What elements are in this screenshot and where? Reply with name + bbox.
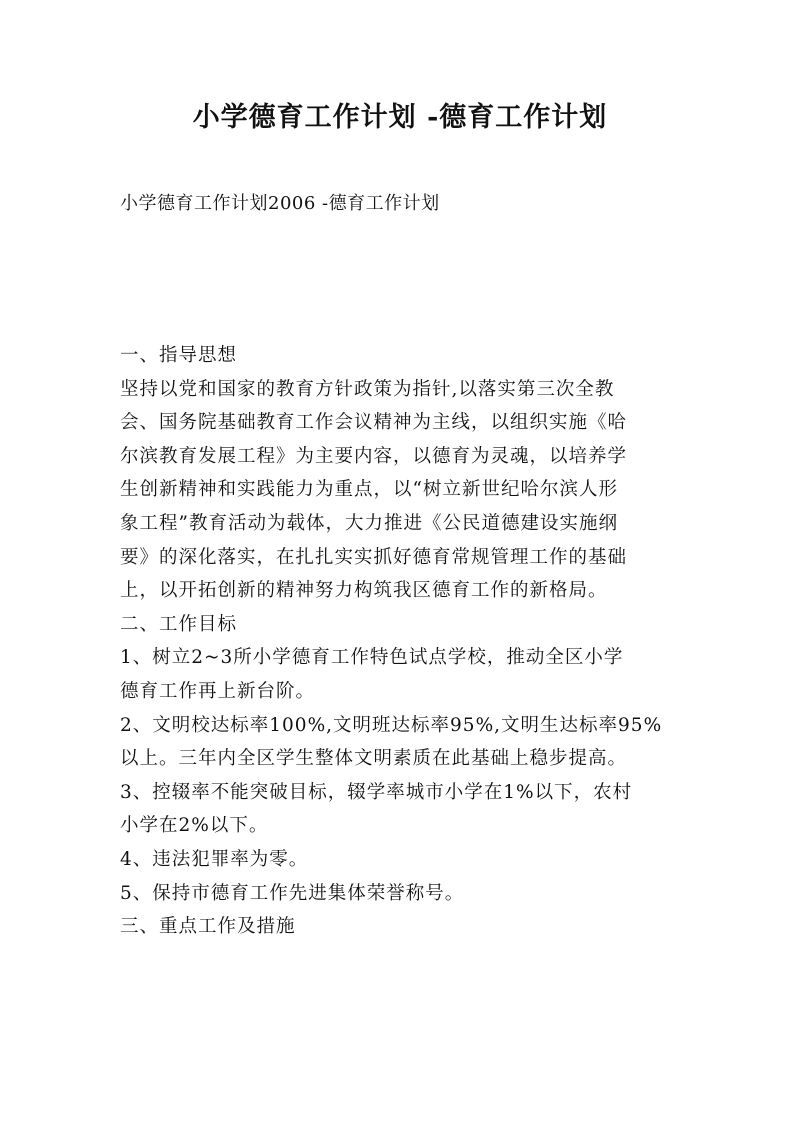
paragraph-line: 会、国务院基础教育工作会议精神为主线，以组织实施《哈 bbox=[120, 412, 628, 434]
paragraph-line: 上，以开拓创新的精神努力构筑我区德育工作的新格局。 bbox=[120, 580, 608, 602]
list-item-continuation: 德育工作再上新台阶。 bbox=[120, 680, 316, 702]
paragraph-line: 象工程”教育活动为载体，大力推进《公民道德建设实施纲 bbox=[120, 512, 618, 534]
list-item: 4、违法犯罪率为零。 bbox=[120, 848, 309, 870]
list-item: 2、文明校达标率100%,文明班达标率95%,文明生达标率95% bbox=[120, 714, 663, 736]
document-body bbox=[120, 339, 705, 944]
list-item: 3、控辍率不能突破目标，辍学率城市小学在1%以下，农村 bbox=[120, 781, 633, 803]
paragraph-line: 生创新精神和实践能力为重点，以“树立新世纪哈尔滨人形 bbox=[120, 479, 618, 501]
paragraph-line: 尔滨教育发展工程》为主要内容，以德育为灵魂，以培养学 bbox=[120, 445, 628, 467]
list-item: 1、树立2~3所小学德育工作特色试点学校，推动全区小学 bbox=[120, 647, 624, 669]
paragraph-line: 要》的深化落实，在扎扎实实抓好德育常规管理工作的基础 bbox=[120, 546, 628, 568]
list-item-continuation: 以上。三年内全区学生整体文明素质在此基础上稳步提高。 bbox=[120, 748, 628, 770]
list-item: 5、保持市德育工作先进集体荣誉称号。 bbox=[120, 882, 465, 904]
section-heading-key-work: 三、重点工作及措施 bbox=[120, 916, 296, 938]
section-heading-work-goals: 二、工作目标 bbox=[120, 613, 238, 635]
section-heading-guiding-ideology: 一、指导思想 bbox=[120, 345, 238, 366]
list-item-continuation: 小学在2%以下。 bbox=[120, 815, 269, 837]
paragraph-line: 坚持以党和国家的教育方针政策为指针,以落实第三次全教 bbox=[120, 378, 615, 400]
document-title: 小学德育工作计划 -德育工作计划 bbox=[192, 102, 608, 133]
document-subtitle: 小学德育工作计划2006 -德育工作计划 bbox=[120, 193, 440, 214]
